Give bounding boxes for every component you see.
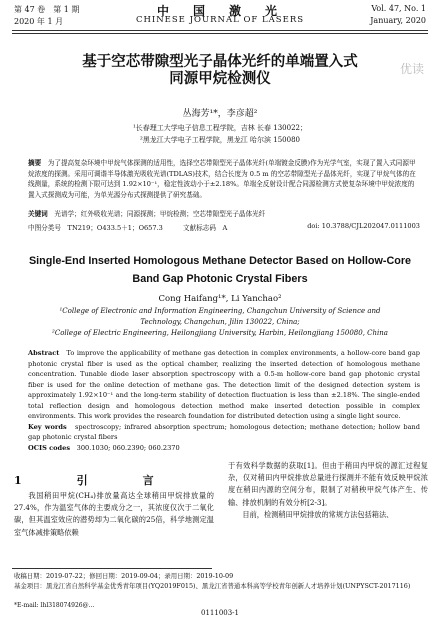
header-volume-en: Vol. 47, No. 1 [371,4,426,13]
journal-name-en: CHINESE JOURNAL OF LASERS [135,15,305,25]
section-heading-introduction: 1 引 言 [14,474,176,487]
ocis-label: OCIS codes [28,443,71,452]
footnote-rule [12,568,212,569]
doc-code-zh: 文献标志码 A [183,224,228,232]
title-zh-line1: 基于空芯带隙型光子晶体光纤的单端置入式 [82,53,358,70]
affiliation-en-1: ¹College of Electronic and Information Engineering, Changchun University of Science and Technology, Changchun, Jilin 130022, China; [59,307,381,326]
title-en-line1: Single-End Inserted Homologous Methane Detector Based on Hollow-Core [28,255,412,267]
abstract-en [28,348,420,453]
abstract-en-label: Abstract [28,349,60,357]
abstract-en-text: To improve the applicability of methane gas detection in complex environments, a hollow-core band gap photonic crystal fiber is used as the optical chamber, realizing the inserted detection of homologous methane concentration. Tunable diode laser absorption spectroscopy with a 0.5-m hollow-core band gap photonic crystal fiber is used for the online detection of methane gas. The detection limit of the designed detection system is approximately 1.92×10⁻¹ and the long-term stability of detection fluctuation is less than ±2.18%. The single-ended total reflection design and homologous detection method make inserted detection possible in complex environments. This work provides the research foundation for distributed detection using a single light source. [28,349,421,420]
affiliation-zh-2: ²黑龙江大学电子工程学院，黑龙江 哈尔滨 150080 [140,136,300,144]
clc-zh: 中图分类号 TN219；O433.5＋1；O657.3 [28,224,163,232]
affiliation-en-2: ²College of Electric Engineering, Heilongjiang University, Harbin, Heilongjiang 150080, China [52,329,388,337]
journal-name-zh: 中 国 激 光 [156,4,283,18]
header-date-en: January, 2020 [370,16,426,25]
footnote-received: 收稿日期：2019-07-22；修回日期：2019-09-04；录用日期：2019-10-09 [14,572,234,580]
affiliation-zh-1: ¹长春理工大学电子信息工程学院，吉林 长春 130022； [133,124,307,132]
title-en-line2: Band Gap Photonic Crystal Fibers [132,273,308,285]
ocis-codes: 300.1030; 060.2390; 060.2370 [76,443,180,452]
keywords-zh-text: 光谱学；红外吸收光谱；同源探测；甲烷检测；空芯带隙型光子晶体光纤 [54,210,266,218]
keywords-en-text: spectroscopy; infrared absorption spectrum; homologous detection; methane detection; hollow band gap photonic crystal fibers [28,422,421,441]
keywords-zh [28,209,420,220]
header-date-zh: 2020 年 1 月 [14,17,64,26]
authors-en: Cong Haifang¹*, Li Yanchao² [158,294,282,304]
watermark: 优读 [400,62,425,76]
header-volume-zh: 第 47 卷 第 1 期 [14,5,80,14]
header-rule [12,30,428,31]
title-zh-line2: 同源甲烷检测仪 [169,70,271,87]
abstract-zh-label: 摘要 [28,159,42,167]
title-en [20,252,420,288]
abstract-zh-text: 为了提高复杂环境中甲烷气体探测的适用性，选择空芯带隙型光子晶体光纤(单端镀金反膜)作为光学气室，实现了置入式同源甲烷浓度的探测。采用可调谐半导体激光吸收光谱(TDLAS)技术，结合长度为 0.5 m 的空芯带隙型光子晶体光纤，实现了甲烷气体的在线测量，系统的检测下限可达到 1.92×10⁻¹，稳定性波动小于±2.18%。单端全反射设计配合同源检测方式使复杂环境中甲烷浓度的置入式探测成为可能，为单光源分布式探测提供了研究基础。 [28,159,416,199]
intro-left-column: 我国稍田甲烷(CH₄)排放量高达全球稍田甲烷排放量的27.4%，作为温室气体的主要成分之一，其浓度仅次于二氧化碳，但其温室效应的潜势却为二氧化碳的25倍，科学地测定温室气体减排策略依赖 [14,491,214,537]
title-zh [0,53,440,87]
footnote-email[interactable]: *E-mail: lhl318074926@... [14,602,95,609]
abstract-zh [28,158,420,200]
header-rule-thin [12,33,428,34]
intro-right-column: 于有效科学数据的获取[1]。但由于稍田内甲烷的源汇过程复杂，仅对稍田内甲烷排放总量进行探测并不能有效反映甲烷浓度在稍田内源的空间分布，限制了对稍秧甲烷气体产生、传输、排放机制的有效分析[2-3]。 目前，检测稍田甲烷排放的常规方法包括箱法、 [228,461,428,519]
doi[interactable]: doi: 10.3788/CJL202047.0111003 [307,222,420,230]
keywords-zh-label: 关键词 [28,210,48,218]
page-number: 0111003-1 [201,609,239,617]
classification-row [28,222,420,232]
keywords-en-label: Key words [28,422,67,431]
authors-zh: 丛海芳¹*，李彦超² [182,109,258,119]
footnote-fund: 基金项目：黑龙江省自然科学基金优秀青年项目(YQ2019F015)、黑龙江省普通本科高等学校青年创新人才培养计划(UNPYSCT-2017116) [14,582,411,590]
